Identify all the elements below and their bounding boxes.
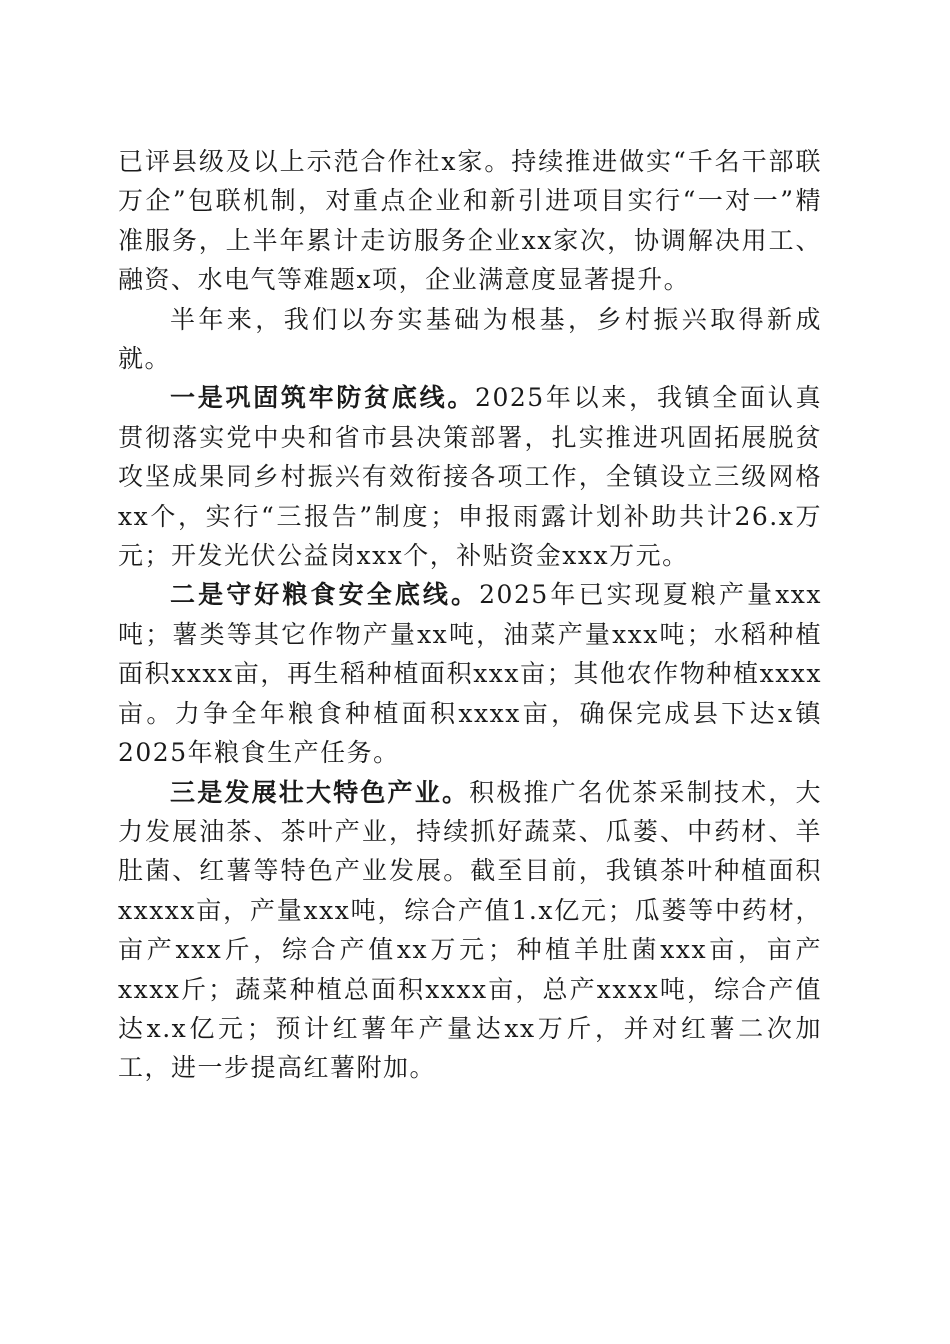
paragraph-rural-revitalization-summary bbox=[118, 300, 822, 379]
paragraph-text: 2025年已实现夏粮产量xxx吨；薯类等其它作物产量xx吨，油菜产量xxx吨；水稻种植面积xxxx亩，再生稻种植面积xxx亩；其他农作物种植xxxx亩。力争全年粮食种植面积xxxx亩，确保完成县下达x镇2025年粮食生产任务。 bbox=[118, 580, 822, 768]
paragraph-lead-heading: 二是守好粮食安全底线。 bbox=[170, 580, 480, 610]
paragraph-cooperatives-enterprise-service bbox=[118, 142, 822, 300]
paragraph-lead-heading: 三是发展壮大特色产业。 bbox=[170, 777, 470, 807]
paragraph-text: 积极推广名优茶采制技术，大力发展油茶、茶叶产业，持续抓好蔬菜、瓜蒌、中药材、羊肚菌、红薯等特色产业发展。截至目前，我镇茶叶种植面积xxxxx亩，产量xxx吨，综合产值1.x亿元；瓜蒌等中药材，亩产xxx斤，综合产值xx万元；种植羊肚菌xxx亩，亩产xxxx斤；蔬菜种植总面积xxxx亩，总产xxxx吨，综合产值达x.x亿元；预计红薯年产量达xx万斤，并对红薯二次加工，进一步提高红薯附加。 bbox=[118, 777, 822, 1083]
paragraph-food-security bbox=[118, 575, 822, 772]
paragraph-text: 2025年以来，我镇全面认真贯彻落实党中央和省市县决策部署，扎实推进巩固拓展脱贫攻坚成果同乡村振兴有效衔接各项工作，全镇设立三级网格xx个，实行“三报告”制度；申报雨露计划补助共计26.x万元；开发光伏公益岗xxx个，补贴资金xxx万元。 bbox=[118, 383, 822, 571]
paragraph-text: 已评县级及以上示范合作社x家。持续推进做实“千名干部联万企”包联机制，对重点企业和新引进项目实行“一对一”精准服务，上半年累计走访服务企业xx家次，协调解决用工、融资、水电气等难题x项，企业满意度显著提升。 bbox=[118, 147, 822, 295]
paragraph-text: 半年来，我们以夯实基础为根基，乡村振兴取得新成就。 bbox=[118, 304, 822, 374]
paragraph-specialty-industries bbox=[118, 773, 822, 1088]
paragraph-lead-heading: 一是巩固筑牢防贫底线。 bbox=[170, 383, 476, 413]
paragraph-poverty-prevention bbox=[118, 378, 822, 575]
